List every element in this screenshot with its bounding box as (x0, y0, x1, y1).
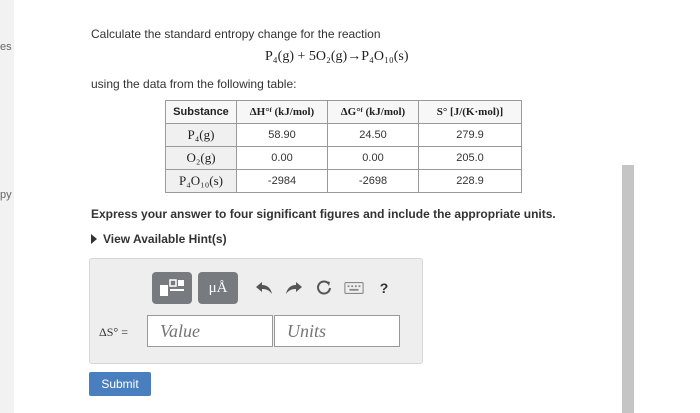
view-hints-link[interactable] (91, 232, 227, 246)
view-hints-label: View Available Hint(s) (103, 232, 227, 246)
answer-instructions: Express your answer to four significant figures and include the appropriate units. (91, 207, 556, 221)
enthalpy-cell: 0.00 (237, 147, 328, 170)
thermo-data-table (165, 100, 522, 193)
reset-icon (315, 279, 333, 297)
triangle-right-icon (91, 234, 97, 244)
math-toolbar (152, 272, 394, 304)
entropy-cell: 279.9 (419, 124, 522, 147)
table-row (166, 147, 522, 170)
browser-side-panel (648, 0, 700, 413)
header-entropy: S° [J/(K·mol)] (419, 101, 522, 124)
delta-s-label: ΔS° = (99, 325, 128, 339)
keyboard-button[interactable] (344, 278, 364, 298)
template-icon (159, 279, 185, 297)
redo-icon (285, 281, 303, 295)
undo-icon (255, 281, 273, 295)
question-prompt: Calculate the standard entropy change for the reaction (91, 27, 381, 41)
left-text-fragment: py (0, 189, 12, 201)
substance-cell: P₄O₁₀(s) (166, 170, 237, 193)
keyboard-icon (344, 281, 364, 295)
header-substance: Substance (166, 101, 237, 124)
redo-button[interactable] (284, 278, 304, 298)
entropy-cell: 228.9 (419, 170, 522, 193)
units-input[interactable] (274, 315, 400, 347)
scroll-gutter (622, 165, 634, 413)
units-button[interactable] (198, 272, 238, 304)
units-button-label: μÅ (208, 279, 228, 296)
table-header-row (166, 101, 522, 124)
header-gibbs: ΔG°ᶠ (kJ/mol) (328, 101, 419, 124)
enthalpy-cell: 58.90 (237, 124, 328, 147)
table-row (166, 170, 522, 193)
table-intro: using the data from the following table: (91, 77, 297, 91)
reset-button[interactable] (314, 278, 334, 298)
table-row (166, 124, 522, 147)
reaction-equation: P₄(g) + 5O₂(g)→P₄O₁₀(s) (265, 49, 409, 64)
gibbs-cell: -2698 (328, 170, 419, 193)
submit-button[interactable]: Submit (89, 372, 151, 396)
enthalpy-cell: -2984 (237, 170, 328, 193)
entropy-cell: 205.0 (419, 147, 522, 170)
template-button[interactable] (152, 272, 192, 304)
substance-cell: O₂(g) (166, 147, 237, 170)
help-icon: ? (379, 280, 389, 296)
left-text-fragment: es (0, 41, 12, 53)
gibbs-cell: 24.50 (328, 124, 419, 147)
help-button[interactable] (374, 278, 394, 298)
value-input[interactable] (147, 315, 273, 347)
substance-cell: P₄(g) (166, 124, 237, 147)
undo-button[interactable] (254, 278, 274, 298)
header-enthalpy: ΔH°ᶠ (kJ/mol) (237, 101, 328, 124)
gibbs-cell: 0.00 (328, 147, 419, 170)
